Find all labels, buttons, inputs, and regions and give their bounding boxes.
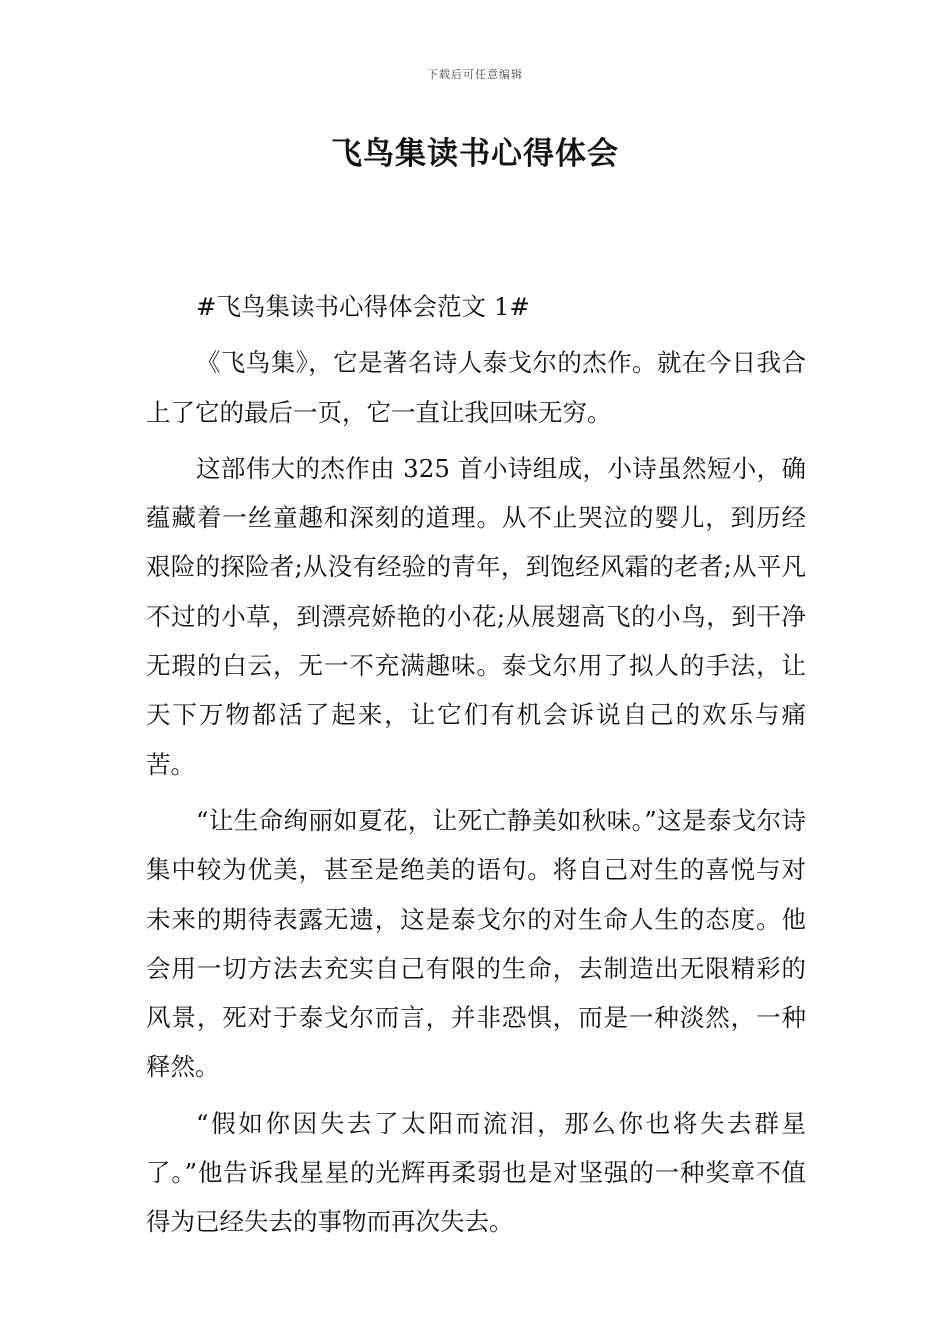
header-note: 下载后可任意编辑 (427, 68, 523, 81)
paragraph: 《飞鸟集》，它是著名诗人泰戈尔的杰作。就在今日我合上了它的最后一页，它一直让我回味无穷。 (146, 348, 806, 427)
document-body (146, 282, 806, 1254)
section-heading: #飞鸟集读书心得体会范文 1# (196, 292, 530, 321)
paragraph: “假如你因失去了太阳而流泪，那么你也将失去群星了。”他告诉我星星的光辉再柔弱也是对坚强的一种奖章不值得为已经失去的事物而再次失去。 (146, 1108, 806, 1237)
paragraph: “让生命绚丽如夏花，让死亡静美如秋味。”这是泰戈尔诗集中较为优美，甚至是绝美的语句。将自己对生的喜悦与对未来的期待表露无遗，这是泰戈尔的对生命人生的态度。他会用一切方法去充实自己有限的生命，去制造出无限精彩的风景，死对于泰戈尔而言，并非恐惧，而是一种淡然，一种释然。 (146, 805, 806, 1082)
paragraph: 这部伟大的杰作由 325 首小诗组成，小诗虽然短小，确蕴藏着一丝童趣和深刻的道理。从不止哭泣的婴儿，到历经艰险的探险者;从没有经验的青年，到饱经风霜的老者;从平凡不过的小草，到漂亮娇艳的小花;从展翅高飞的小鸟，到干净无瑕的白云，无一不充满趣味。泰戈尔用了拟人的手法，让天下万物都活了起来，让它们有机会诉说自己的欢乐与痛苦。 (146, 453, 806, 779)
document-title: 飞鸟集读书心得体会 (331, 136, 619, 172)
